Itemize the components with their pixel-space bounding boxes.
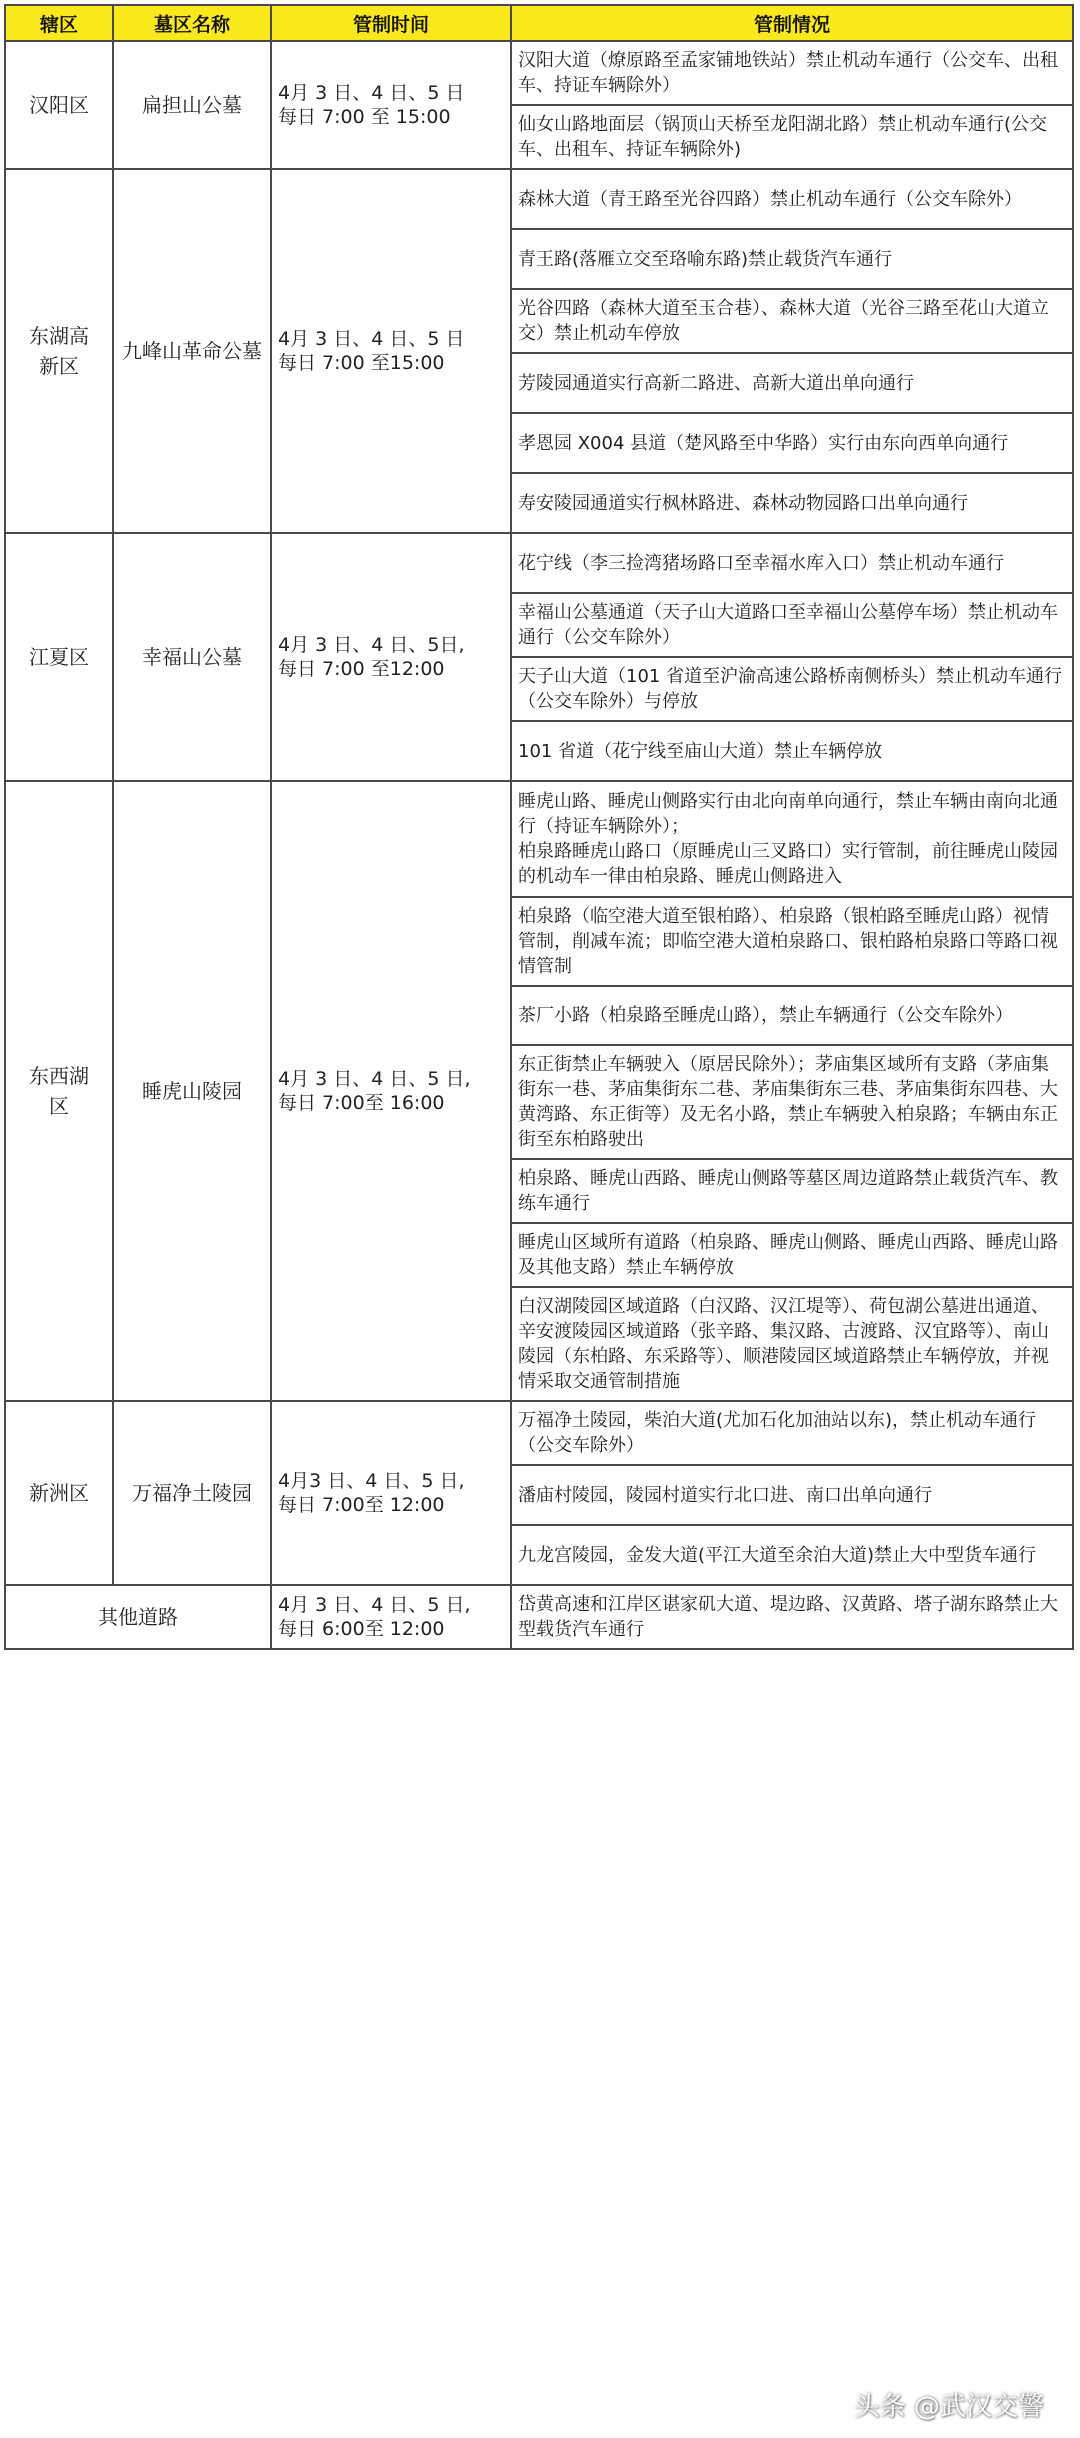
district-cell: 江夏区 (5, 533, 113, 781)
control-situation: 光谷四路（森林大道至玉合巷）、森林大道（光谷三路至花山大道立交）禁止机动车停放 (511, 289, 1073, 353)
time-hours: 每日 6:00至 12:00 (278, 1618, 445, 1640)
table-row (5, 41, 1073, 105)
header-time: 管制时间 (271, 5, 511, 41)
district-cell: 东湖高新区 (5, 169, 113, 533)
control-situation: 潘庙村陵园，陵园村道实行北口进、南口出单向通行 (511, 1465, 1073, 1525)
time-hours: 每日 7:00 至15:00 (278, 352, 445, 374)
control-situation: 青王路(落雁立交至珞喻东路)禁止载货汽车通行 (511, 229, 1073, 289)
other-control-situation: 岱黄高速和江岸区谌家矶大道、堤边路、汉黄路、塔子湖东路禁止大型载货汽车通行 (511, 1585, 1073, 1649)
header-district: 辖区 (5, 5, 113, 41)
control-situation: 白汉湖陵园区域道路（白汉路、汉江堤等）、荷包湖公墓进出通道、辛安渡陵园区域道路（张辛路、集汉路、古渡路、汉宜路等）、南山陵园（东柏路、东采路等）、顺港陵园区域道路禁止车辆停放，并视情采取交通管制措施 (511, 1287, 1073, 1401)
watermark: 头条 @武汉交警 (853, 2392, 1044, 2422)
cemetery-cell: 睡虎山陵园 (113, 781, 271, 1401)
control-situation: 101 省道（花宁线至庙山大道）禁止车辆停放 (511, 721, 1073, 781)
control-situation: 花宁线（李三捡湾猪场路口至幸福水库入口）禁止机动车通行 (511, 533, 1073, 593)
time-dates: 4月3 日、4 日、5 日, (278, 1470, 465, 1492)
control-time (271, 41, 511, 169)
control-situation: 仙女山路地面层（锅顶山天桥至龙阳湖北路）禁止机动车通行(公交车、出租车、持证车辆除外) (511, 105, 1073, 169)
time-hours: 每日 7:00 至12:00 (278, 658, 445, 680)
other-roads-cell: 其他道路 (5, 1585, 271, 1649)
header-situation: 管制情况 (511, 5, 1073, 41)
time-hours: 每日 7:00 至 15:00 (278, 106, 451, 128)
control-situation: 幸福山公墓通道（天子山大道路口至幸福山公墓停车场）禁止机动车通行（公交车除外） (511, 593, 1073, 657)
time-dates: 4月 3 日、4 日、5 日 (278, 82, 465, 104)
traffic-control-table (4, 4, 1074, 1650)
header-row (5, 5, 1073, 41)
control-situation: 九龙宫陵园，金发大道(平江大道至余泊大道)禁止大中型货车通行 (511, 1525, 1073, 1585)
time-dates: 4月 3 日、4 日、5日, (278, 634, 465, 656)
control-situation: 孝恩园 X004 县道（楚风路至中华路）实行由东向西单向通行 (511, 413, 1073, 473)
table-row (5, 781, 1073, 897)
control-situation: 茶厂小路（柏泉路至睡虎山路），禁止车辆通行（公交车除外） (511, 986, 1073, 1045)
control-situation: 睡虎山区域所有道路（柏泉路、睡虎山侧路、睡虎山西路、睡虎山路及其他支路）禁止车辆停放 (511, 1223, 1073, 1287)
district-cell: 新洲区 (5, 1401, 113, 1585)
header-cemetery: 墓区名称 (113, 5, 271, 41)
cemetery-cell: 万福净土陵园 (113, 1401, 271, 1585)
control-situation: 东正街禁止车辆驶入（原居民除外）；茅庙集区域所有支路（茅庙集街东一巷、茅庙集街东二巷、茅庙集街东三巷、茅庙集街东四巷、大黄湾路、东正街等）及无名小路，禁止车辆驶入柏泉路；车辆由东正街至东柏路驶出 (511, 1045, 1073, 1159)
table-row (5, 169, 1073, 229)
cemetery-cell: 幸福山公墓 (113, 533, 271, 781)
cemetery-cell: 九峰山革命公墓 (113, 169, 271, 533)
table-body (5, 41, 1073, 1649)
control-situation: 柏泉路（临空港大道至银柏路）、柏泉路（银柏路至睡虎山路）视情管制，削减车流；即临空港大道柏泉路口、银柏路柏泉路口等路口视情管制 (511, 897, 1073, 986)
control-situation: 森林大道（青王路至光谷四路）禁止机动车通行（公交车除外） (511, 169, 1073, 229)
control-time (271, 1401, 511, 1585)
time-dates: 4月 3 日、4 日、5 日, (278, 1594, 471, 1616)
time-dates: 4月 3 日、4 日、5 日 (278, 328, 465, 350)
control-situation: 汉阳大道（燎原路至孟家铺地铁站）禁止机动车通行（公交车、出租车、持证车辆除外） (511, 41, 1073, 105)
other-control-time (271, 1585, 511, 1649)
time-hours: 每日 7:00至 16:00 (278, 1092, 445, 1114)
district-cell: 东西湖区 (5, 781, 113, 1401)
control-situation: 芳陵园通道实行高新二路进、高新大道出单向通行 (511, 353, 1073, 413)
table-row (5, 1401, 1073, 1465)
table-row-other (5, 1585, 1073, 1649)
control-time (271, 781, 511, 1401)
control-situation: 睡虎山路、睡虎山侧路实行由北向南单向通行，禁止车辆由南向北通行（持证车辆除外）； 柏泉路睡虎山路口（原睡虎山三叉路口）实行管制，前往睡虎山陵园的机动车一律由柏泉路、睡虎山侧路进入 (511, 781, 1073, 897)
control-time (271, 533, 511, 781)
time-dates: 4月 3 日、4 日、5 日, (278, 1068, 471, 1090)
time-hours: 每日 7:00至 12:00 (278, 1494, 445, 1516)
district-cell: 汉阳区 (5, 41, 113, 169)
control-situation: 天子山大道（101 省道至沪渝高速公路桥南侧桥头）禁止机动车通行（公交车除外）与停放 (511, 657, 1073, 721)
control-time (271, 169, 511, 533)
control-situation: 柏泉路、睡虎山西路、睡虎山侧路等墓区周边道路禁止载货汽车、教练车通行 (511, 1159, 1073, 1223)
cemetery-cell: 扁担山公墓 (113, 41, 271, 169)
control-situation: 万福净土陵园，柴泊大道(尤加石化加油站以东)，禁止机动车通行（公交车除外） (511, 1401, 1073, 1465)
control-situation: 寿安陵园通道实行枫林路进、森林动物园路口出单向通行 (511, 473, 1073, 533)
table-row (5, 533, 1073, 593)
